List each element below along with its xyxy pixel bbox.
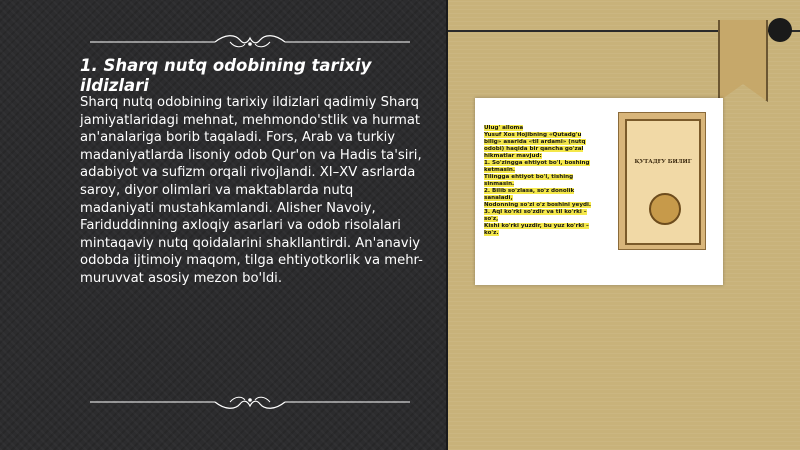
note-line: hikmatlar mavjud: xyxy=(484,153,542,159)
note-line: odobi) haqida bir qancha go'zal xyxy=(484,146,584,152)
bottom-ornament-icon xyxy=(90,392,410,412)
illustration-card xyxy=(475,98,723,285)
note-line: Kishi ko'rki yuzdir, bu yuz ko'rki – xyxy=(484,223,589,229)
note-line: ketmasin. xyxy=(484,167,515,173)
note-line: Yusuf Xos Hojibning «Qutadg'u xyxy=(484,132,582,138)
slide-title: 1. Sharq nutq odobining tarixiy ildizlari xyxy=(80,56,372,95)
top-ornament-icon xyxy=(90,32,410,52)
corner-dot xyxy=(768,18,792,42)
note-line: 3. Aql ko'rki so'zdir va til ko'rki – xyxy=(484,209,587,215)
note-line: ko'z. xyxy=(484,230,499,236)
note-line: Ulug' alloma xyxy=(484,125,524,131)
book-cover-image xyxy=(618,112,706,250)
quote-note xyxy=(484,125,610,237)
panel-divider xyxy=(446,0,448,450)
note-line: sanaladi, xyxy=(484,195,513,201)
book-title: ҚУТАДҒУ БИЛИГ xyxy=(634,159,692,165)
note-line: 1. So'zingga ehtiyot bo'l, boshing xyxy=(484,160,590,166)
slide-body-text: Sharq nutq odobining tarixiy ildizlari qadimiy Sharq jamiyatlaridagi mehnat, mehmondo'stlik va hurmat an'analariga borib taqaladi. Fors, Arab va turkiy madaniyatlarda lisoniy odob Qur'on va Hadis ta'siri, adabiyot va sufizm orqali rivojlandi. XI–XV asrlarda saroy, diyor olimlari va maktablarda nutq madaniyati mustahkamlandi. Alisher Navoiy, Fariduddinning axloqiy asarlari va odob risolalari mintaqaviy nutq qoidalarini shakllantirdi. An'anaviy odobda ijtimoiy maqom, tilga ehtiyotkorlik va mehr-muruvvat asosiy mezon bo'ldi. xyxy=(80,95,423,286)
note-line: Nodonning so'zi o'z boshini yeydi. xyxy=(484,202,592,208)
note-line: sinmasin. xyxy=(484,181,515,187)
note-line: 2. Bilib so'zlasa, so'z donolik xyxy=(484,188,575,194)
book-cover-frame xyxy=(625,119,701,245)
note-line: bilig» asarida «til ardami» (nutq xyxy=(484,139,586,145)
note-line: so'z, xyxy=(484,216,499,222)
note-line: Tilingga ehtiyot bo'l, tishing xyxy=(484,174,574,180)
book-medallion-icon xyxy=(649,193,681,225)
